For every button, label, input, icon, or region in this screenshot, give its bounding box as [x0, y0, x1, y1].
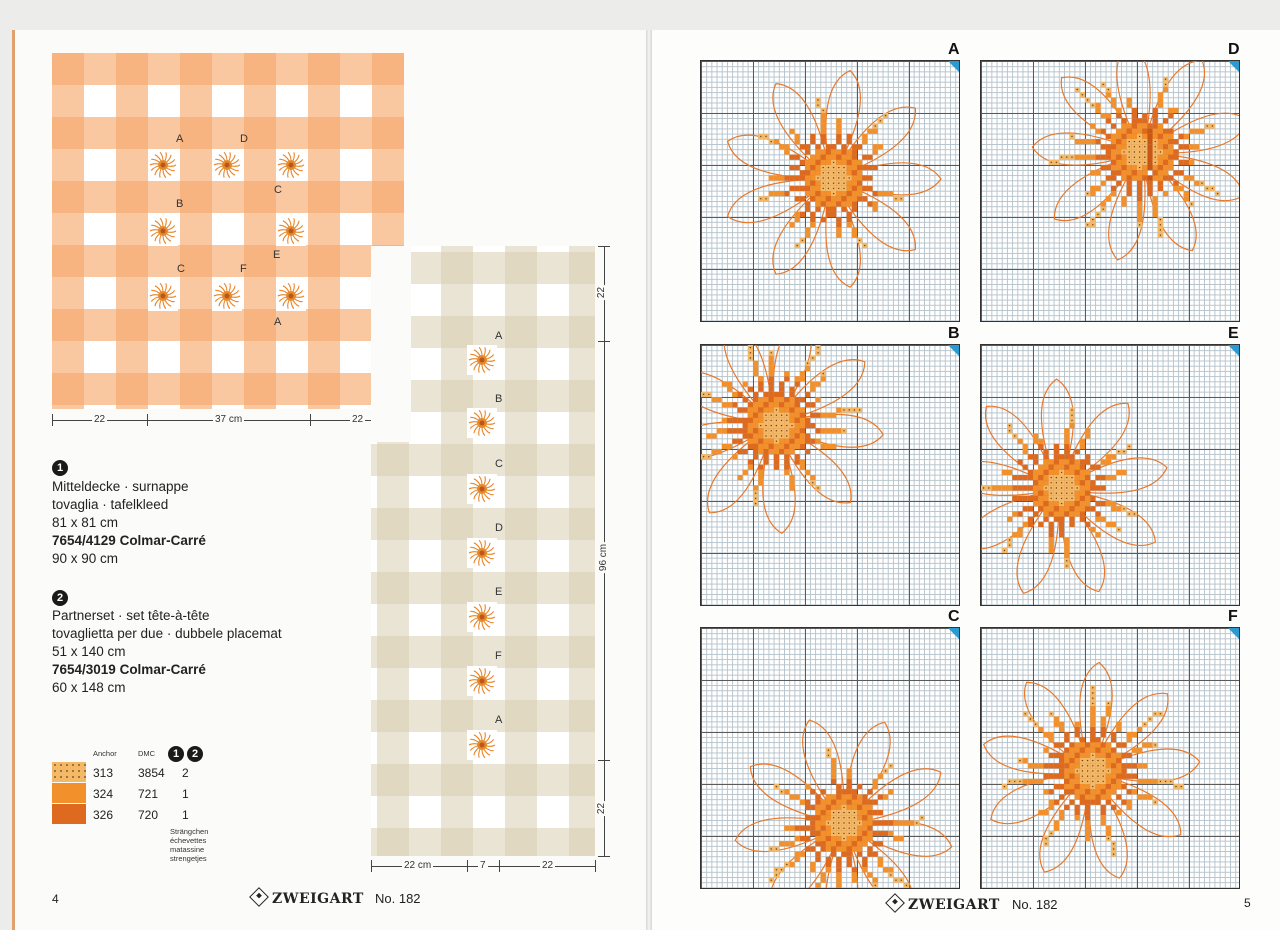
- chart-label: D: [1228, 41, 1240, 58]
- dimension-tick: [147, 414, 148, 426]
- dimension-label: 22: [596, 286, 608, 299]
- item1-fabric: 7654/4129 Colmar-Carré: [52, 533, 206, 548]
- diagram1-marker: E: [273, 249, 281, 261]
- chart-corner-marker: [1228, 61, 1239, 72]
- chart-f: [980, 627, 1240, 889]
- item1-line1: Mitteldecke · surnappe: [52, 479, 189, 494]
- key-anchor-code: 324: [93, 787, 114, 801]
- item-number-badge: 2: [52, 590, 68, 606]
- diagram2-marker: C: [495, 458, 503, 470]
- diagram1-marker: D: [240, 133, 248, 145]
- flower-motif: [212, 281, 242, 311]
- flower-motif: [467, 666, 497, 696]
- dimension-label: 22: [94, 414, 106, 425]
- issue-number: No. 182: [375, 891, 421, 906]
- chart-corner-marker: [1228, 628, 1239, 639]
- flower-motif: [276, 216, 306, 246]
- brand-logo: [888, 896, 1000, 913]
- dimension-label: 7: [480, 860, 486, 871]
- chart-c: [700, 627, 960, 889]
- diagram2-marker: D: [495, 522, 503, 534]
- chart-corner-marker: [948, 345, 959, 356]
- key-anchor-code: 313: [93, 766, 114, 780]
- page-number: 4: [52, 892, 59, 906]
- dimension-tick: [595, 860, 596, 872]
- dimension-tick: [310, 414, 311, 426]
- chart-d: [980, 60, 1240, 322]
- key-anchor-code: 326: [93, 808, 114, 822]
- key-header-number: 1: [168, 746, 184, 762]
- key-header-number: 2: [187, 746, 203, 762]
- key-dmc-code: 720: [138, 808, 159, 822]
- key-note: strengetjes: [170, 854, 207, 863]
- chart-a: [700, 60, 960, 322]
- dimension-label: 37 cm: [215, 414, 243, 425]
- color-swatch: [52, 762, 86, 782]
- diagram2-marker: B: [495, 393, 503, 405]
- brand-logo: [252, 890, 364, 907]
- chart-corner-marker: [948, 61, 959, 72]
- key-note: Strängchen: [170, 827, 209, 836]
- page-edge-strip: [12, 30, 15, 930]
- dimension-label: 22 cm: [404, 860, 432, 871]
- item2-fabric-size: 60 x 148 cm: [52, 680, 126, 695]
- flower-motif: [148, 150, 178, 180]
- key-dmc-code: 721: [138, 787, 159, 801]
- item2-fabric: 7654/3019 Colmar-Carré: [52, 662, 206, 677]
- chart-label: C: [948, 608, 960, 625]
- color-swatch: [52, 804, 86, 824]
- flower-motif: [148, 216, 178, 246]
- tablecloth-diagram: [52, 53, 404, 409]
- dimension-tick: [598, 246, 610, 247]
- item-number-badge: 1: [52, 460, 68, 476]
- flower-motif: [467, 408, 497, 438]
- item2-size: 51 x 140 cm: [52, 644, 126, 659]
- chart-label: E: [1228, 325, 1239, 342]
- flower-motif: [467, 538, 497, 568]
- brand-icon: [249, 887, 269, 907]
- dimension-label: 22: [542, 860, 554, 871]
- chart-corner-marker: [1228, 345, 1239, 356]
- dimension-tick: [598, 760, 610, 761]
- dimension-label: 22: [596, 802, 608, 815]
- dimension-label: 22: [352, 414, 364, 425]
- dimension-tick: [371, 860, 372, 872]
- item1-size: 81 x 81 cm: [52, 515, 119, 530]
- chart-label: A: [948, 41, 960, 58]
- brand-name: ZWEIGART: [272, 891, 364, 907]
- diagram1-marker: C: [177, 263, 185, 275]
- diagram2-marker: A: [495, 330, 503, 342]
- diagram2-marker: F: [495, 650, 502, 662]
- flower-motif: [276, 281, 306, 311]
- brand-icon: [885, 893, 905, 913]
- flower-motif: [467, 602, 497, 632]
- page-number: 5: [1244, 896, 1251, 910]
- flower-motif: [148, 281, 178, 311]
- flower-motif: [276, 150, 306, 180]
- brand-name: ZWEIGART: [908, 897, 1000, 913]
- chart-label: F: [1228, 608, 1238, 625]
- dimension-label: 96 cm: [598, 543, 610, 572]
- diagram1-marker: A: [274, 316, 282, 328]
- diagram1-marker: F: [240, 263, 247, 275]
- dimension-tick: [598, 341, 610, 342]
- dimension-tick: [598, 856, 610, 857]
- flower-motif: [212, 150, 242, 180]
- key-note: matassine: [170, 845, 205, 854]
- key-header-anchor: Anchor: [93, 749, 117, 758]
- diagram1-marker: B: [176, 198, 184, 210]
- item2-line2: tovaglietta per due · dubbele placemat: [52, 626, 282, 641]
- key-quantity: 2: [182, 766, 189, 780]
- book-spine: [646, 30, 652, 930]
- diagram1-marker: C: [274, 184, 282, 196]
- chart-b: [700, 344, 960, 606]
- flower-motif: [467, 474, 497, 504]
- chart-corner-marker: [948, 628, 959, 639]
- diagram-cutout: [371, 246, 411, 442]
- chart-label: B: [948, 325, 960, 342]
- item2-line1: Partnerset · set tête-à-tête: [52, 608, 210, 623]
- dimension-tick: [499, 860, 500, 872]
- key-quantity: 1: [182, 808, 189, 822]
- chart-e: [980, 344, 1240, 606]
- color-swatch: [52, 783, 86, 803]
- diagram2-marker: E: [495, 586, 503, 598]
- flower-motif: [467, 345, 497, 375]
- issue-number: No. 182: [1012, 897, 1058, 912]
- diagram1-marker: A: [176, 133, 184, 145]
- item1-fabric-size: 90 x 90 cm: [52, 551, 119, 566]
- diagram2-marker: A: [495, 714, 503, 726]
- item1-line2: tovaglia · tafelkleed: [52, 497, 169, 512]
- key-note: échevettes: [170, 836, 207, 845]
- dimension-tick: [52, 414, 53, 426]
- key-quantity: 1: [182, 787, 189, 801]
- key-dmc-code: 3854: [138, 766, 165, 780]
- key-header-dmc: DMC: [138, 749, 156, 758]
- dimension-tick: [467, 860, 468, 872]
- flower-motif: [467, 730, 497, 760]
